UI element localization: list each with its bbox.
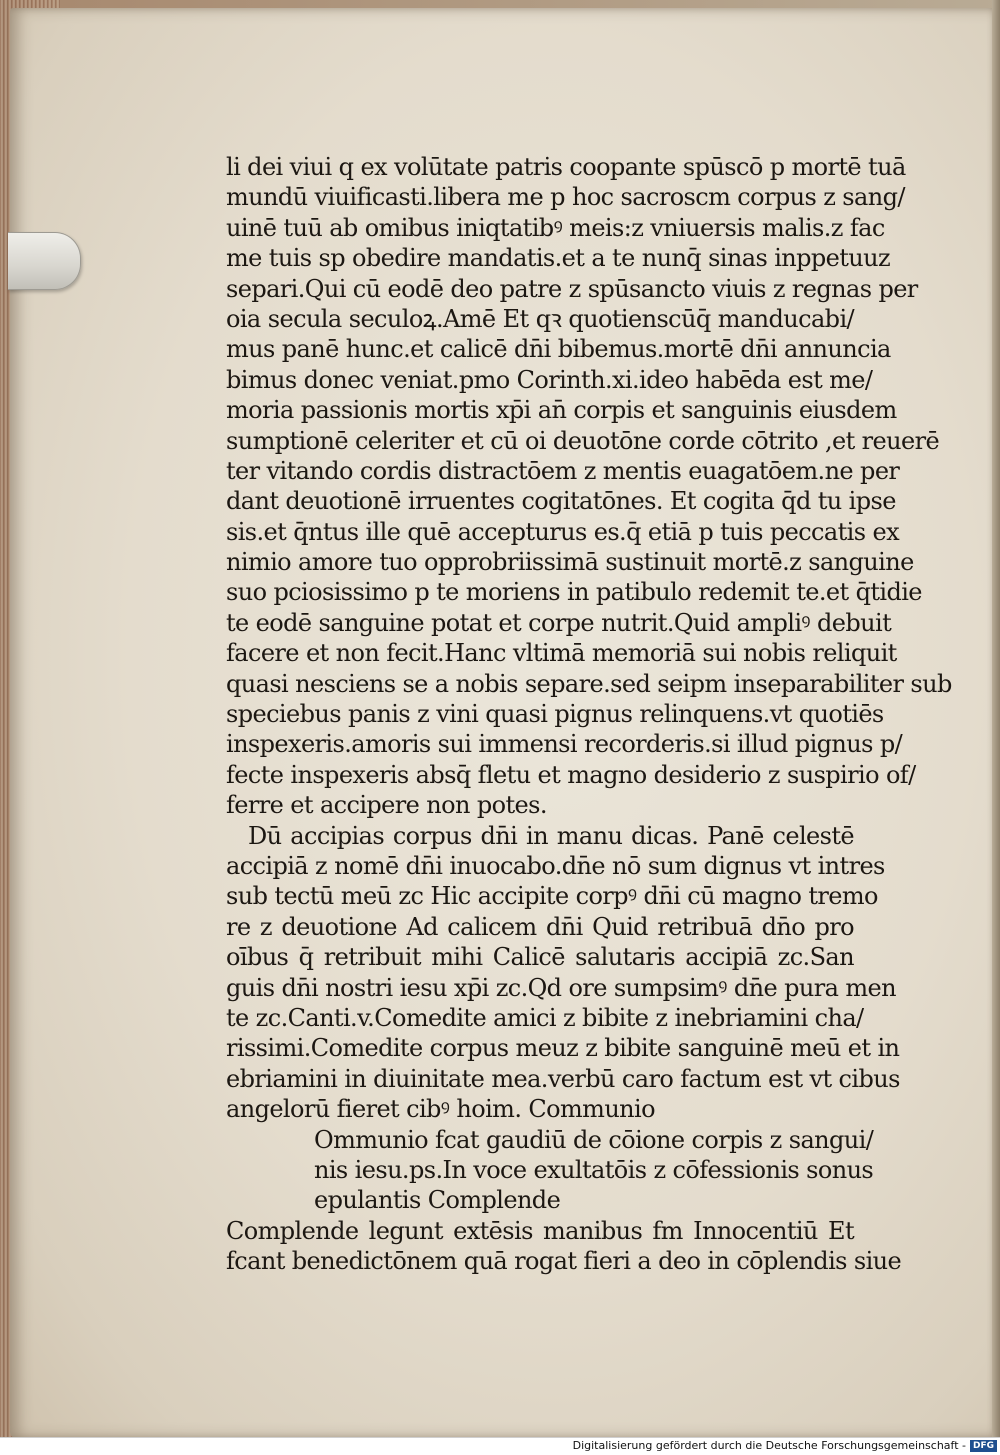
- text-line: bimus donec veniat.pmo Corinth.xi.ideo habēda est me/: [226, 365, 873, 394]
- footer-credit: Digitalisierung gefördert durch die Deutsche Forschungsgemeinschaft -: [572, 1439, 966, 1452]
- text-line: angelorū fieret cibꝰ hoim. Communio: [226, 1095, 655, 1124]
- text-line: ebriamini in diuinitate mea.verbū caro factum est vt cibus: [226, 1064, 900, 1093]
- text-line: fcant benedictōnem quā rogat fieri a deo in cōplendis siue: [226, 1247, 902, 1276]
- text-line: suo pciosissimo p te moriens in patibulo redemit te.et q̄tidie: [226, 578, 922, 607]
- text-line: rissimi.Comedite corpus meuz z bibite sanguinē meū et in: [226, 1034, 900, 1063]
- text-line: te zc.Canti.v.Comedite amici z bibite z inebriamini cha/: [226, 1003, 864, 1032]
- text-line: speciebus panis z vini quasi pignus relinquens.vt quotiēs: [226, 700, 884, 729]
- text-line: fecte inspexeris absq̄ fletu et magno desiderio z suspirio of/: [226, 760, 916, 789]
- text-line: epulantis Complende: [314, 1186, 561, 1215]
- footer-bar: [0, 1437, 1000, 1455]
- text-line: me tuis sp obedire mandatis.et a te nunq̄ sinas inppetuuz: [226, 244, 891, 273]
- text-line: oia secula seculoꝝ.Amē Et qꝛ quotienscūq̄ manducabi/: [226, 304, 854, 333]
- text-line: sumptionē celeriter et cū oi deuotōne corde cōtrito ,et reuerē: [226, 426, 940, 455]
- text-line: Ommunio fcat gaudiū de cōione corpis z sangui/: [314, 1125, 874, 1154]
- text-line: ter vitando cordis distractōem z mentis euagatōem.ne per: [226, 456, 900, 485]
- text-line: te eodē sanguine potat et corpe nutrit.Quid ampliꝰ debuit: [226, 608, 892, 637]
- text-line: uinē tuū ab omibus iniqtatibꝰ meis:z vniuersis malis.z fac: [226, 213, 885, 242]
- text-line: re z deuotione Ad calicem dn̄i Quid retribuā dn̄o pro: [226, 912, 854, 941]
- text-line: mus panē hunc.et calicē dn̄i bibemus.mortē dn̄i annuncia: [226, 335, 891, 364]
- text-line: inspexeris.amoris sui immensi recorderis.si illud pignus p/: [226, 730, 903, 759]
- dfg-logo: DFG: [970, 1440, 997, 1452]
- text-line: accipiā z nomē dn̄i inuocabo.dn̄e nō sum dignus vt intres: [226, 851, 885, 880]
- text-line: quasi nesciens se a nobis separe.sed seipm inseparabiliter sub: [226, 669, 952, 698]
- text-line: nis iesu.ps.In voce exultatōis z cōfessionis sonus: [314, 1155, 874, 1184]
- text-line: oībus q̄ retribuit mihi Calicē salutaris accipiā zc.San: [226, 943, 854, 972]
- text-line: dant deuotionē irruentes cogitatōnes. Et cogita q̄d tu ipse: [226, 487, 896, 516]
- text-line: facere et non fecit.Hanc vltimā memoriā sui nobis reliquit: [226, 639, 897, 668]
- text-line: mundū viuificasti.libera me p hoc sacroscm corpus z sang/: [226, 183, 905, 212]
- text-line: li dei viui q ex volūtate patris coopante spūscō p mortē tuā: [226, 153, 906, 181]
- text-line: guis dn̄i nostri iesu xp̄i zc.Qd ore sumpsimꝰ dn̄e pura men: [226, 973, 896, 1002]
- text-line: sis.et q̄ntus ille quē accepturus es.q̄ etiā p tuis peccatis ex: [226, 517, 900, 546]
- page-clip: [8, 232, 81, 290]
- text-line: Complende legunt extēsis manibus fm Innocentiū Et: [226, 1216, 854, 1245]
- text-line: sub tectū meū zc Hic accipite corpꝰ dn̄i cū magno tremo: [226, 882, 878, 911]
- text-line: moria passionis mortis xp̄i an̄ corpis et sanguinis eiusdem: [226, 396, 897, 425]
- text-line: Dū accipias corpus dn̄i in manu dicas. Panē celestē: [248, 821, 854, 850]
- text-line: nimio amore tuo opprobriissimā sustinuit mortē.z sanguine: [226, 548, 914, 577]
- text-line: separi.Qui cū eodē deo patre z spūsancto viuis z regnas per: [226, 274, 918, 303]
- text-line: ferre et accipere non potes.: [226, 791, 547, 820]
- incunable-text-block: [226, 152, 952, 1276]
- page-right-edge: [992, 0, 1000, 1440]
